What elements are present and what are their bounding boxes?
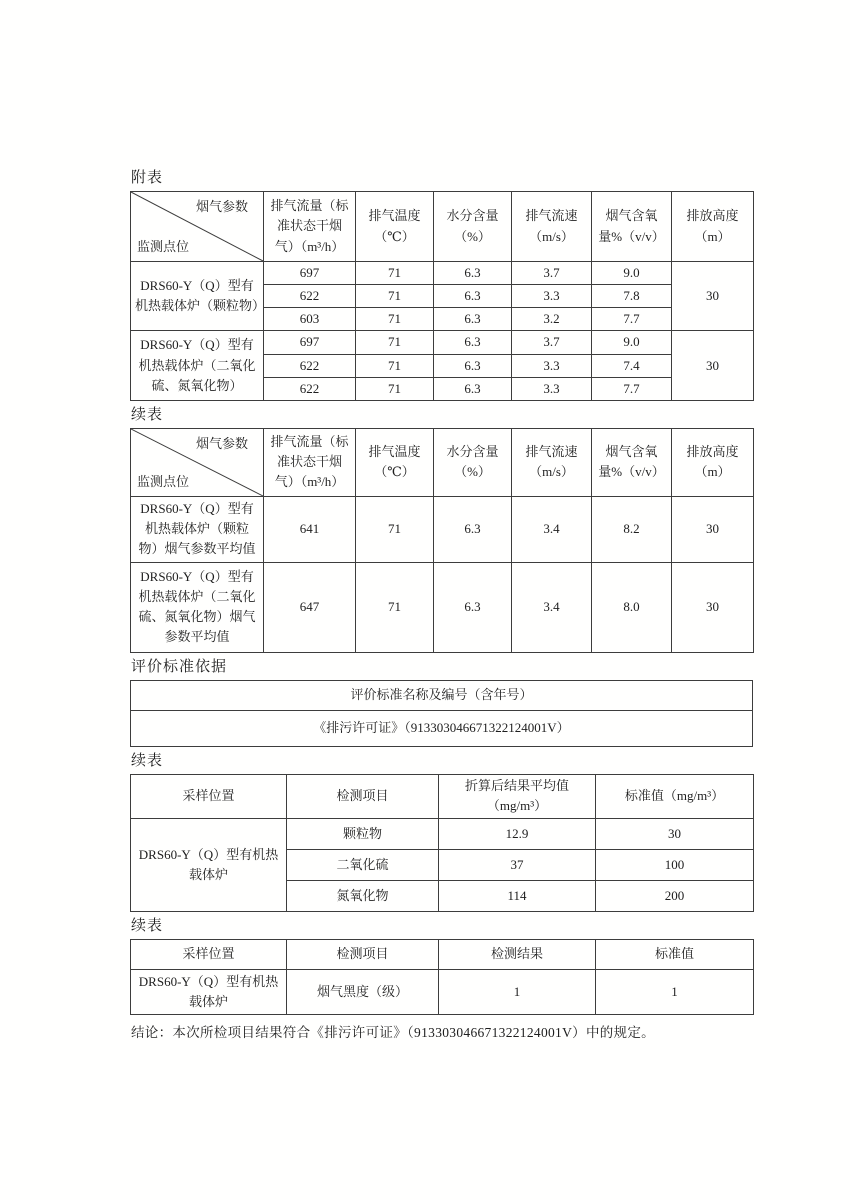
data-cell: 71 (356, 496, 434, 562)
table-row (131, 562, 754, 652)
table-row (131, 331, 754, 354)
data-cell: 100 (596, 849, 754, 880)
continued-label-blackness: 续表 (131, 917, 164, 934)
monitoring-point-label: DRS60-Y（Q）型有机热载体炉（颗粒物）烟气参数平均值 (131, 496, 264, 562)
header-standard-value: 标准值（mg/m³） (596, 774, 754, 818)
monitoring-point-label: DRS60-Y（Q）型有机热载体炉（二氧化硫、氮氧化物）烟气参数平均值 (131, 562, 264, 652)
data-cell: 3.3 (512, 354, 592, 377)
data-cell: 6.3 (434, 285, 512, 308)
flue-gas-measurements-table (130, 191, 754, 401)
header-moisture: 水分含量 （%） (434, 192, 512, 262)
header-flow: 排气流量（标 准状态干烟 气）（m³/h） (264, 428, 356, 496)
data-cell: 71 (356, 308, 434, 331)
header-sampling-location: 采样位置 (131, 939, 287, 969)
data-cell: 9.0 (592, 262, 672, 285)
table-row (131, 969, 754, 1014)
header-velocity: 排气流速 （m/s） (512, 192, 592, 262)
data-cell: 颗粒物 (287, 818, 439, 849)
data-cell: 7.7 (592, 377, 672, 400)
data-cell: 622 (264, 285, 356, 308)
diag-label-parameters: 烟气参数 (195, 435, 248, 451)
diag-label-parameters: 烟气参数 (195, 199, 248, 214)
header-test-item: 检测项目 (287, 939, 439, 969)
monitoring-point-label: DRS60-Y（Q）型有机热载体炉（二氧化硫、氮氧化物） (131, 331, 264, 400)
data-cell: 71 (356, 562, 434, 652)
data-cell: 30 (672, 562, 754, 652)
monitoring-point-label: DRS60-Y（Q）型有机热载体炉（颗粒物） (131, 262, 264, 331)
diag-label-monitoring-point: 监测点位 (137, 238, 190, 254)
data-cell: 697 (264, 331, 356, 354)
data-cell: 71 (356, 354, 434, 377)
continued-label-averages: 续表 (131, 406, 164, 423)
data-cell: 3.4 (512, 496, 592, 562)
header-moisture: 水分含量 （%） (434, 428, 512, 496)
header-temperature: 排气温度 （℃） (356, 192, 434, 262)
data-cell: 71 (356, 331, 434, 354)
header-standard-value: 标准值 (596, 939, 754, 969)
header-oxygen: 烟气含氧 量%（v/v） (592, 192, 672, 262)
data-cell: 6.3 (434, 331, 512, 354)
data-cell: 6.3 (434, 377, 512, 400)
table-row (131, 496, 754, 562)
data-cell: 3.2 (512, 308, 592, 331)
smoke-blackness-table (130, 939, 754, 1015)
table-header-row (131, 939, 754, 969)
stack-height-cell: 30 (672, 262, 754, 331)
header-flow: 排气流量（标 准状态干烟 气）（m³/h） (264, 192, 356, 262)
diagonal-header-cell (131, 192, 264, 262)
header-converted-average: 折算后结果平均值 （mg/m³） (439, 774, 596, 818)
continued-label-results: 续表 (131, 752, 164, 769)
report-content (130, 170, 753, 1043)
standard-name-header: 评价标准名称及编号（含年号） (131, 680, 753, 710)
stack-height-cell: 30 (672, 331, 754, 400)
standard-basis-table (130, 680, 753, 747)
header-test-item: 检测项目 (287, 774, 439, 818)
table-header-row (131, 774, 754, 818)
converted-results-table (130, 774, 754, 912)
data-cell: 37 (439, 849, 596, 880)
data-cell: 6.3 (434, 262, 512, 285)
data-cell: 7.7 (592, 308, 672, 331)
data-cell: 71 (356, 285, 434, 308)
sampling-location-label: DRS60-Y（Q）型有机热载体炉 (131, 818, 287, 911)
table-row (131, 262, 754, 285)
data-cell: 641 (264, 496, 356, 562)
header-temperature: 排气温度 （℃） (356, 428, 434, 496)
sampling-location-label: DRS60-Y（Q）型有机热载体炉 (131, 969, 287, 1014)
data-cell: 3.4 (512, 562, 592, 652)
data-cell: 3.3 (512, 377, 592, 400)
data-cell: 6.3 (434, 308, 512, 331)
header-oxygen: 烟气含氧 量%（v/v） (592, 428, 672, 496)
data-cell: 71 (356, 262, 434, 285)
header-test-result: 检测结果 (439, 939, 596, 969)
data-cell: 7.8 (592, 285, 672, 308)
data-cell: 8.0 (592, 562, 672, 652)
data-cell: 6.3 (434, 354, 512, 377)
data-cell: 8.2 (592, 496, 672, 562)
data-cell: 烟气黑度（级） (287, 969, 439, 1014)
data-cell: 氮氧化物 (287, 880, 439, 911)
table-header-row (131, 680, 753, 710)
data-cell: 3.7 (512, 331, 592, 354)
data-cell: 9.0 (592, 331, 672, 354)
header-stack-height: 排放高度 （m） (672, 428, 754, 496)
data-cell: 30 (596, 818, 754, 849)
data-cell: 1 (439, 969, 596, 1014)
table-row (131, 818, 754, 849)
header-sampling-location: 采样位置 (131, 774, 287, 818)
conclusion-text: 结论：本次所检项目结果符合《排污许可证》（913303046671322124001V）中的规定。 (131, 1024, 655, 1040)
flue-gas-averages-table (130, 428, 754, 653)
data-cell: 647 (264, 562, 356, 652)
data-cell: 697 (264, 262, 356, 285)
data-cell: 200 (596, 880, 754, 911)
data-cell: 3.7 (512, 262, 592, 285)
permit-reference: 《排污许可证》（913303046671322124001V） (131, 710, 753, 746)
data-cell: 30 (672, 496, 754, 562)
data-cell: 3.3 (512, 285, 592, 308)
data-cell: 6.3 (434, 562, 512, 652)
data-cell: 622 (264, 354, 356, 377)
data-cell: 12.9 (439, 818, 596, 849)
data-cell: 622 (264, 377, 356, 400)
table-header-row (131, 192, 754, 262)
diagonal-header-cell (131, 428, 264, 496)
data-cell: 71 (356, 377, 434, 400)
diag-label-monitoring-point: 监测点位 (137, 473, 190, 489)
header-stack-height: 排放高度 （m） (672, 192, 754, 262)
data-cell: 603 (264, 308, 356, 331)
data-cell: 二氧化硫 (287, 849, 439, 880)
appendix-label: 附表 (131, 170, 164, 186)
header-velocity: 排气流速 （m/s） (512, 428, 592, 496)
table-header-row (131, 428, 754, 496)
data-cell: 1 (596, 969, 754, 1014)
table-row (131, 710, 753, 746)
data-cell: 6.3 (434, 496, 512, 562)
data-cell: 114 (439, 880, 596, 911)
standard-basis-label: 评价标准依据 (131, 658, 228, 675)
data-cell: 7.4 (592, 354, 672, 377)
